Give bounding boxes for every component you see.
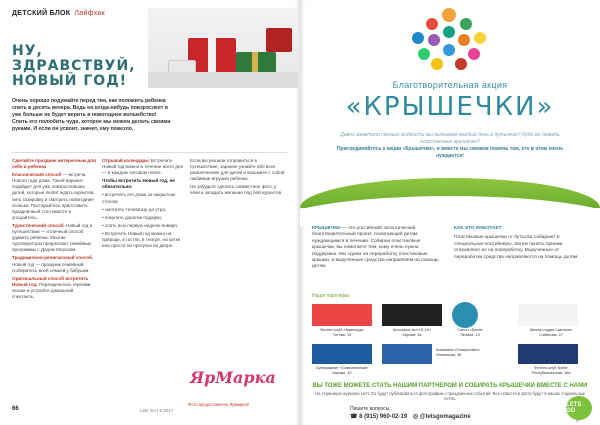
page-number-right: 67: [576, 418, 581, 423]
partner-3: Салон «Demi» Ленина, 14: [457, 328, 483, 337]
col2-t0: Встречать Новый год можно в течение всего дня — в каждом часовом поясе.: [102, 158, 183, 176]
partner-logo-7: [518, 344, 578, 364]
col-right-text: Пластиковые крышечки от бутылок собирают в специальные контейнеры. Затем пункты приема отправляют их на переработку. Вырученные от переработки средства направляются на помощь детям.: [454, 235, 579, 260]
col-left-title: КРЫШЕЧКИ: [312, 226, 341, 231]
intro-paragraph: Очень хорошо подумайте перед тем, как положить ребенка спать в десять вечера. Ведь он когда-нибудь повзрослеет и уже больше не будет верить в новогоднее волшебство! Спить его полюбить чудо, которое мы можем делать своими руками. И если он усвоит, значит, ему повезло.: [12, 98, 171, 132]
col2-t3: • смотреть телевизор до утра;: [102, 206, 167, 212]
partner-logo-5: [312, 344, 372, 364]
section-subtitle: Лайфхак: [74, 10, 105, 17]
partner-logo-6: [382, 344, 432, 364]
col1-t1: — встреча Нового года дома. Такой вариант подойдет для уже повзрослевших детей, которые любят ждать курантов, пить газировку и смотреть новогодние огоньки. Постарайтесь приготовить праздничный стол вместе и угощайтесь.: [12, 172, 95, 220]
col2-t2: • встречать его дома за накрытым столом;: [102, 192, 175, 204]
column-3: Если вы решили отправиться в путешествие, заранее узнайте обо всех развлечениях для детей и возьмите с собой любимые игрушки ребенка. Не забудьте сделать совместное фото у елки и загадать желание под бой курантов.: [190, 158, 285, 196]
partner-logo-1: [312, 304, 372, 326]
partners-heading: Наши партнеры: [312, 293, 349, 299]
partner-2: Кроссфит-зал «Z-19» Кирова, 1а: [393, 328, 431, 337]
col-left-text: — это российский экологический благотворительный проект, помогающий детям, нуждающимся в лечении. Собирая пластиковые крышечки, вы помогаете тем, кому очень нужна поддержка. Мы сдаем на переработку пластиковые крышки, а вырученные средства направляем на помощь детям.: [312, 226, 439, 270]
column-2: [102, 158, 186, 251]
right-col-right: [454, 226, 588, 264]
right-col-left: [312, 226, 444, 274]
magazine-name: Lets Go | 9 2017: [140, 408, 174, 413]
col-right-title: КАК ЭТО РАБОТАЕТ: [454, 226, 502, 231]
campaign-quote: [330, 132, 570, 160]
col2-b1: Чтобы встретить Новый год, не обязательно:: [102, 178, 175, 190]
partner-cta-sub: На страницах журнала Let's Go будут публиковаться фотографии с праздничных событий. Все новости и фото будут в наших социальных сетях.: [315, 391, 585, 402]
col1-t3: Новый год — праздник семейный. Соберитесь всей семьей у бабушки.: [12, 261, 90, 273]
partner-1: Фитнес-клуб «Авангард» Титова, 10: [320, 328, 364, 337]
col1-heading: Сделайте праздник интересным для себя и ребенка: [12, 158, 96, 170]
campaign-subtitle: Благотворительная акция: [392, 80, 508, 90]
col2-t4: • покупать дорогие подарки;: [102, 214, 163, 220]
section-title: ДЕТСКИЙ БЛОК: [12, 10, 71, 17]
partner-7: Фитнес-клуб Noble Республиканская, 16а: [531, 366, 571, 375]
col1-h3: Традиционно-религиозный способ.: [12, 255, 94, 261]
partner-logo-3: [452, 302, 478, 328]
contact-social: @letsgomagazine: [419, 414, 471, 420]
partner-cta: ВЫ ТОЖЕ МОЖЕТЕ СТАТЬ НАШИМ ПАРТНЕРОМ И СОБИРАТЬ КРЫШЕЧКИ ВМЕСТЕ С НАМИ: [312, 383, 588, 389]
col2-t6: • Встретить Новый год можно на природе, в гостях, в театре, на катке или просто на прогулке во дворе.: [102, 230, 181, 249]
partner-logos: [312, 300, 590, 385]
section-header: [12, 10, 105, 17]
photo-caption: Фото предоставлено Ярмаркой: [188, 402, 249, 407]
partner-5: Супермаркет «Симпатичный» Кирова, 30: [315, 366, 369, 375]
campaign-title: «КРЫШЕЧКИ»: [345, 92, 555, 122]
letsgo-badge: LETS GO: [566, 396, 592, 420]
page-number: 66: [12, 406, 19, 412]
col2-t5: • спать всю первую неделю января.: [102, 222, 178, 228]
col1-t4: Переоденьтесь героями сказки и устройте домашний спектакль.: [12, 281, 91, 299]
cap-circles: [300, 0, 600, 80]
contact-phone: 8 (915) 960-02-19: [359, 414, 408, 420]
gift-photo: [148, 8, 298, 88]
col1-h4: Оригинальный способ встретить Новый год.: [12, 275, 89, 287]
contact-line: [350, 413, 471, 420]
column-1: [12, 158, 96, 302]
yarmarka-logo: ЯрМарка: [190, 368, 276, 387]
col1-t2: Новый год в путешествии — отличный способ удивить ребенка. Многие туроператоры предлагают семейные программы с Дедом Морозом.: [12, 222, 93, 253]
partner-logo-4: [518, 304, 578, 326]
quote-text: Давно заметили сколько жидкости мы выпиваем каждый день в бутылках? Куда же девать пластиковые крышечки?: [340, 132, 560, 145]
quote-bold: Присоединяйтесь к акции «Крышечки», и вместе мы сможем помочь тем, кто в этом очень нуждается!: [336, 146, 564, 159]
instagram-icon: ◎: [412, 414, 419, 420]
right-page: [300, 0, 600, 425]
contact-label: Пишите вопросы:: [350, 406, 391, 412]
headline: НУ, ЗДРАВСТВУЙ, НОВЫЙ ГОД!: [12, 43, 136, 89]
partner-logo-2: [382, 304, 442, 326]
partner-6: Компания «Северстайл» Ильинская, 38: [436, 348, 480, 357]
divider: [12, 152, 287, 153]
partner-4: Школа-студия Lashroom Собинова, 27: [529, 328, 573, 337]
col2-h0: Отрывай календарь!: [102, 158, 150, 163]
phone-icon: ☎: [350, 414, 358, 420]
col1-h2: Туристический способ.: [12, 222, 65, 228]
col1-h1: Классический способ: [12, 172, 62, 178]
